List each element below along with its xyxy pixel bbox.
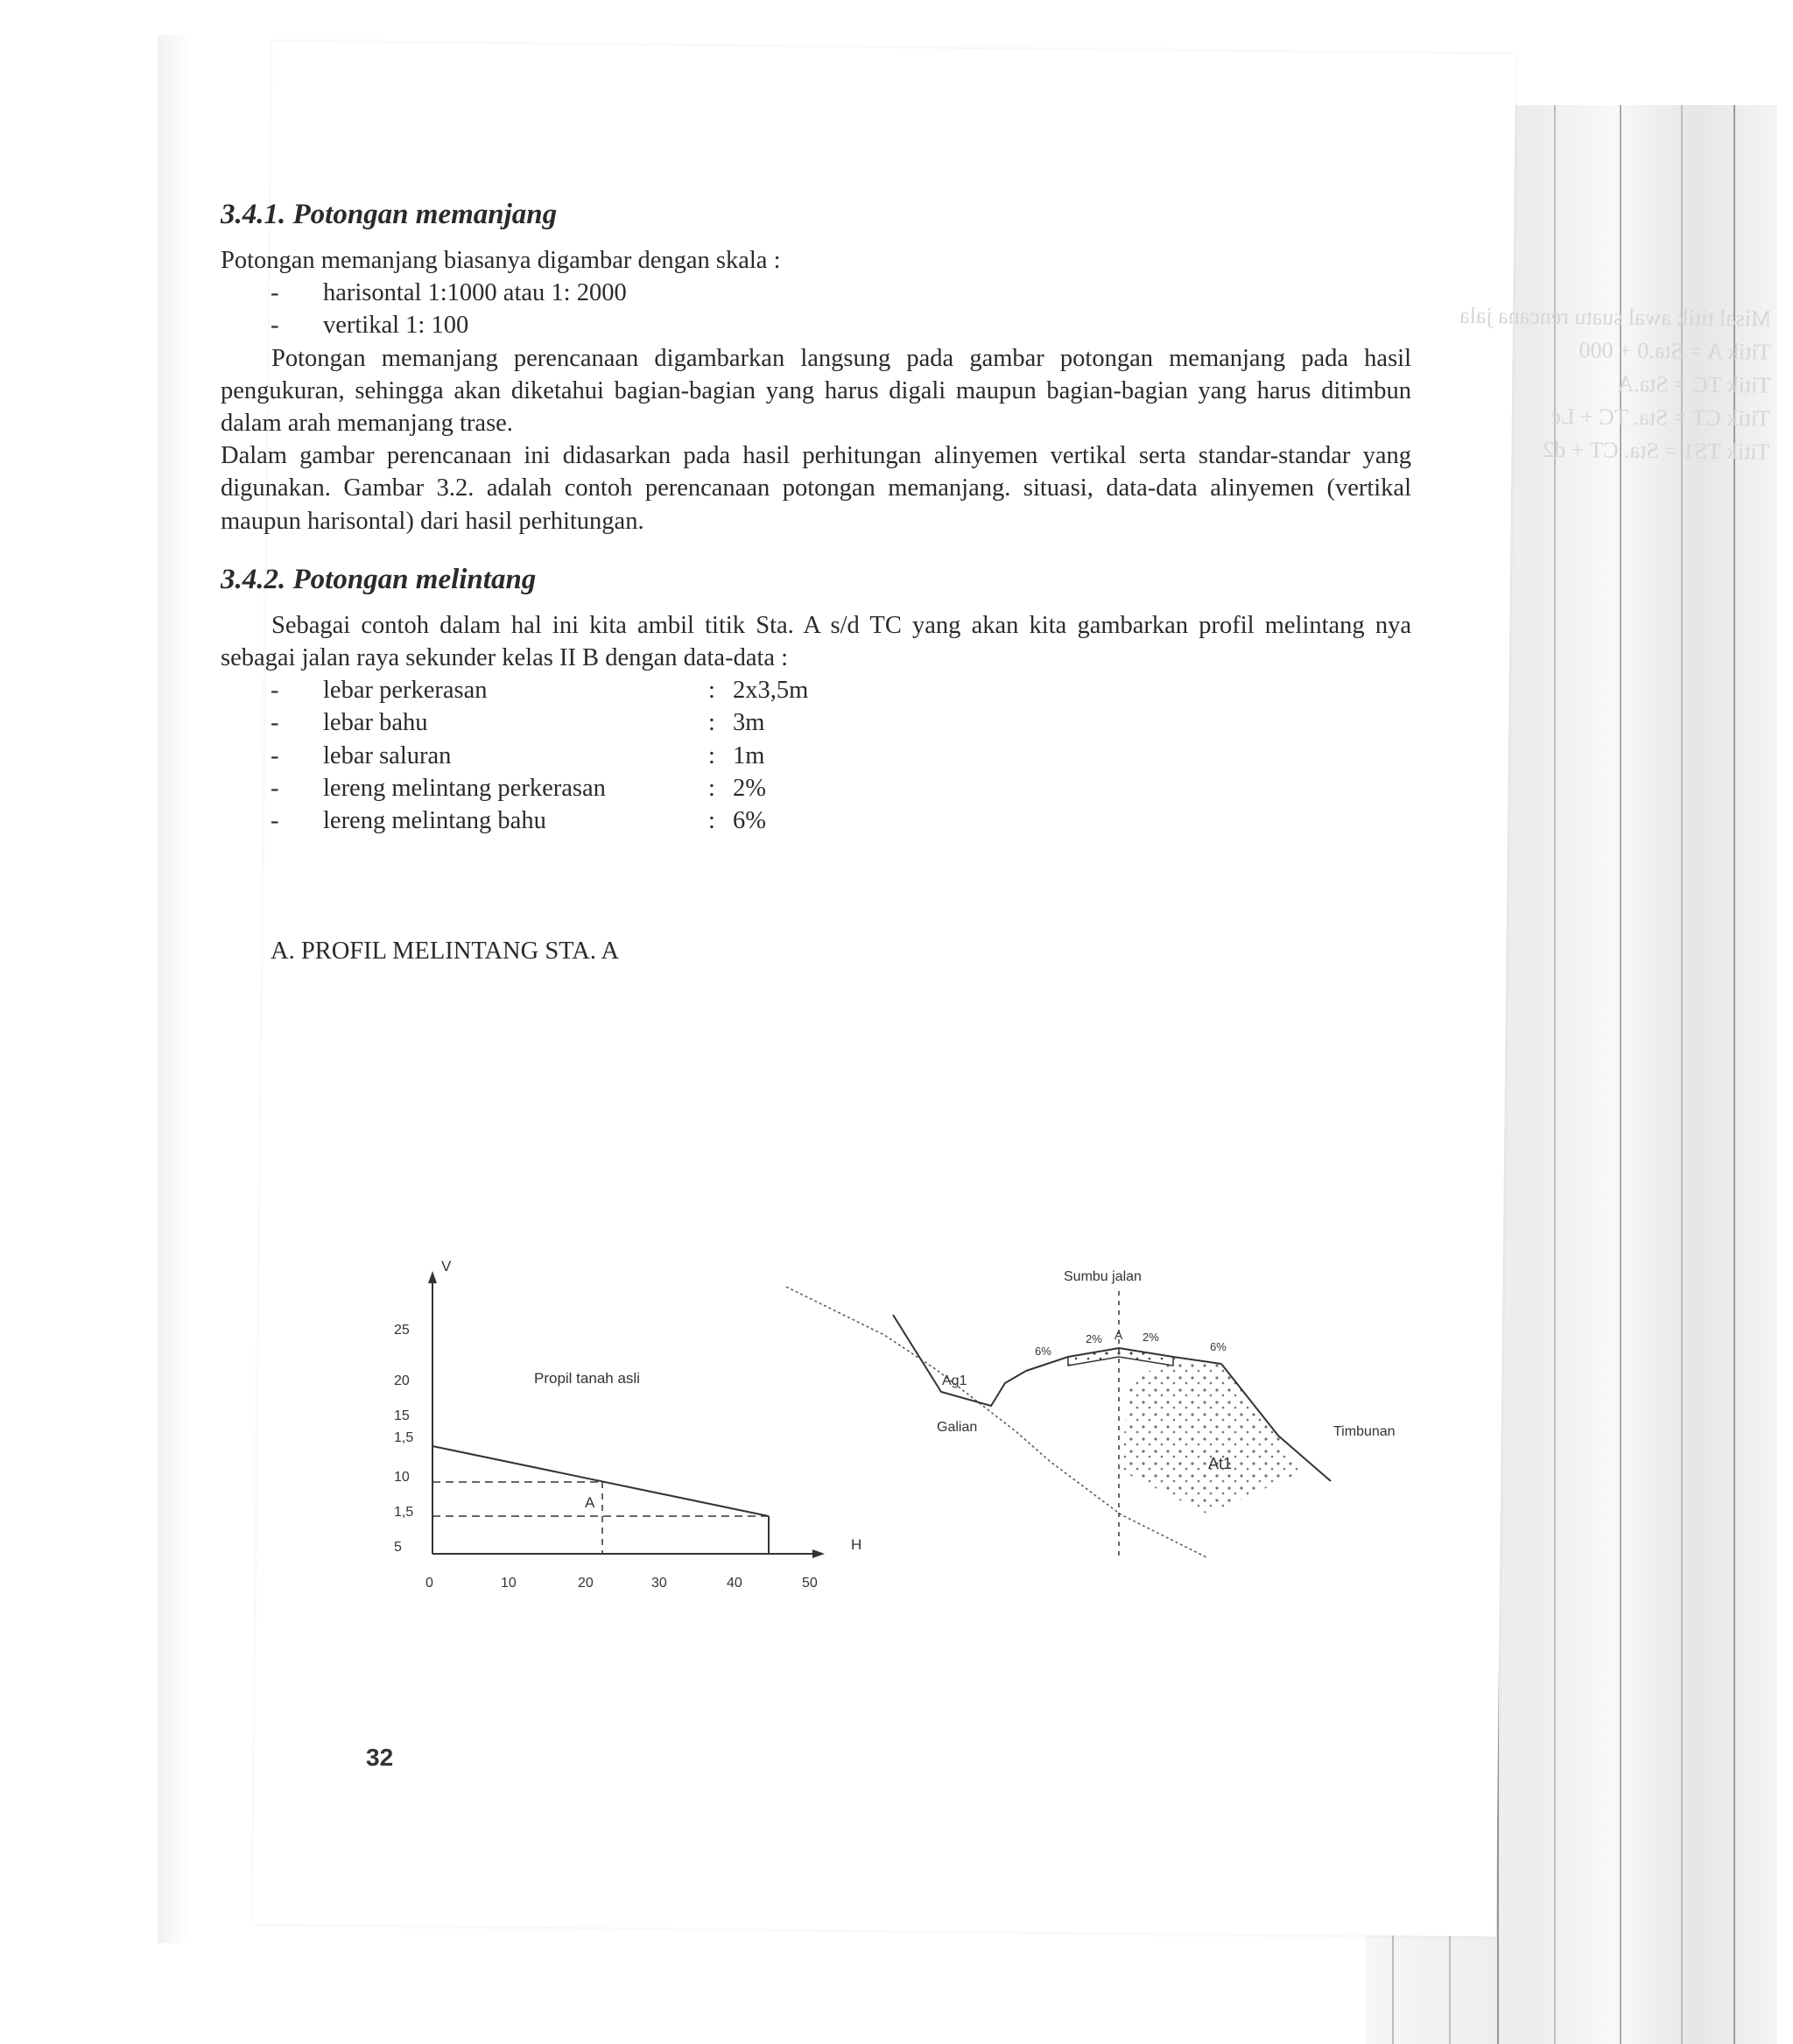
page-content: [221, 197, 1411, 967]
paragraph: Sebagai contoh dalam hal ini kita ambil titik Sta. A s/d TC yang akan kita gambarkan profil melintang nya sebagai jalan raya sekunder kelas II B dengan data-data :: [221, 611, 1411, 672]
paragraph: Potongan memanjang perencanaan digambarkan langsung pada gambar potongan memanjang pada hasil pengukuran, sehingga akan diketahui bagian-bagian yang harus digali maupun bagian-bagian yang harus ditimbun dalam arah memanjang trase.: [221, 344, 1411, 438]
ground-profile-line: [432, 1446, 769, 1516]
center-label: A: [1114, 1328, 1123, 1342]
x-tick-label: 0: [425, 1576, 433, 1591]
page-number: 32: [366, 1744, 394, 1771]
y-tick-label: 1,5: [394, 1430, 414, 1445]
section-heading-longitudinal: 3.4.1. Potongan memanjang: [221, 199, 558, 230]
page-shadow-left: [158, 35, 193, 1943]
y-tick-label: 15: [394, 1408, 410, 1423]
section-heading-cross: 3.4.2. Potongan melintang: [221, 563, 537, 595]
y-tick-label: 1,5: [394, 1505, 414, 1520]
cut-area-label: Ag1: [942, 1373, 967, 1388]
profile-title: A. PROFIL MELINTANG STA. A: [271, 938, 620, 966]
cut-label: Galian: [937, 1420, 978, 1435]
x-tick-label: 10: [501, 1576, 517, 1591]
cross-section-diagram: [368, 1252, 1410, 1619]
y-tick-label: 10: [394, 1470, 410, 1485]
slope-label: 6%: [1035, 1345, 1051, 1358]
h-axis-arrow: [812, 1549, 825, 1558]
bleed-through-text: Misal titik awal suatu rencana jala Titik A = Sta.0 + 000 Titik TC = Sta.A Titik CT = Sta. TC + Lc Titik TS1 = Sta. CT + d2: [1459, 302, 1772, 465]
scale-item: - vertikal 1: 100: [271, 312, 469, 340]
slope-label: 2%: [1143, 1331, 1159, 1344]
road-axis-label: Sumbu jalan: [1064, 1269, 1142, 1284]
spec-row: - lebar bahu : 3m: [271, 709, 765, 737]
spec-row: - lereng melintang bahu : 6%: [271, 807, 766, 835]
cut-ditch-outline: [893, 1315, 1026, 1406]
scale-item: - harisontal 1:1000 atau 1: 2000: [271, 279, 627, 307]
fill-label: Timbunan: [1333, 1424, 1396, 1439]
pavement-layer: [1068, 1348, 1173, 1366]
x-tick-label: 30: [651, 1576, 667, 1591]
v-axis-arrow: [428, 1271, 437, 1283]
y-tick-label: 20: [394, 1373, 410, 1388]
scale-intro: Potongan memanjang biasanya digambar dengan skala :: [221, 247, 781, 274]
paragraph: Dalam gambar perencanaan ini didasarkan pada hasil perhitungan alinyemen vertikal serta standar-standar yang digunakan. Gambar 3.2. adalah contoh perencanaan potongan memanjang. situasi, data-data alinyemen (vertikal maupun harisontal) dari hasil perhitungan.: [221, 442, 1411, 535]
x-tick-label: 20: [578, 1576, 594, 1591]
fill-area: [1121, 1357, 1300, 1514]
ground-profile-label: Propil tanah asli: [534, 1370, 640, 1387]
y-tick-label: 25: [394, 1323, 410, 1338]
x-tick-label: 40: [727, 1576, 742, 1591]
spec-row: - lebar saluran : 1m: [271, 741, 765, 769]
v-axis-label: V: [441, 1258, 452, 1275]
spec-row: - lebar perkerasan : 2x3,5m: [271, 677, 809, 705]
h-axis-label: H: [851, 1536, 862, 1553]
y-tick-label: 5: [394, 1540, 402, 1555]
fill-area-label: At1: [1208, 1455, 1233, 1472]
point-a-label: A: [585, 1494, 595, 1511]
spec-row: - lereng melintang perkerasan : 2%: [271, 774, 766, 802]
x-tick-label: 50: [802, 1576, 818, 1591]
slope-label: 2%: [1086, 1332, 1102, 1345]
slope-label: 6%: [1210, 1340, 1227, 1353]
